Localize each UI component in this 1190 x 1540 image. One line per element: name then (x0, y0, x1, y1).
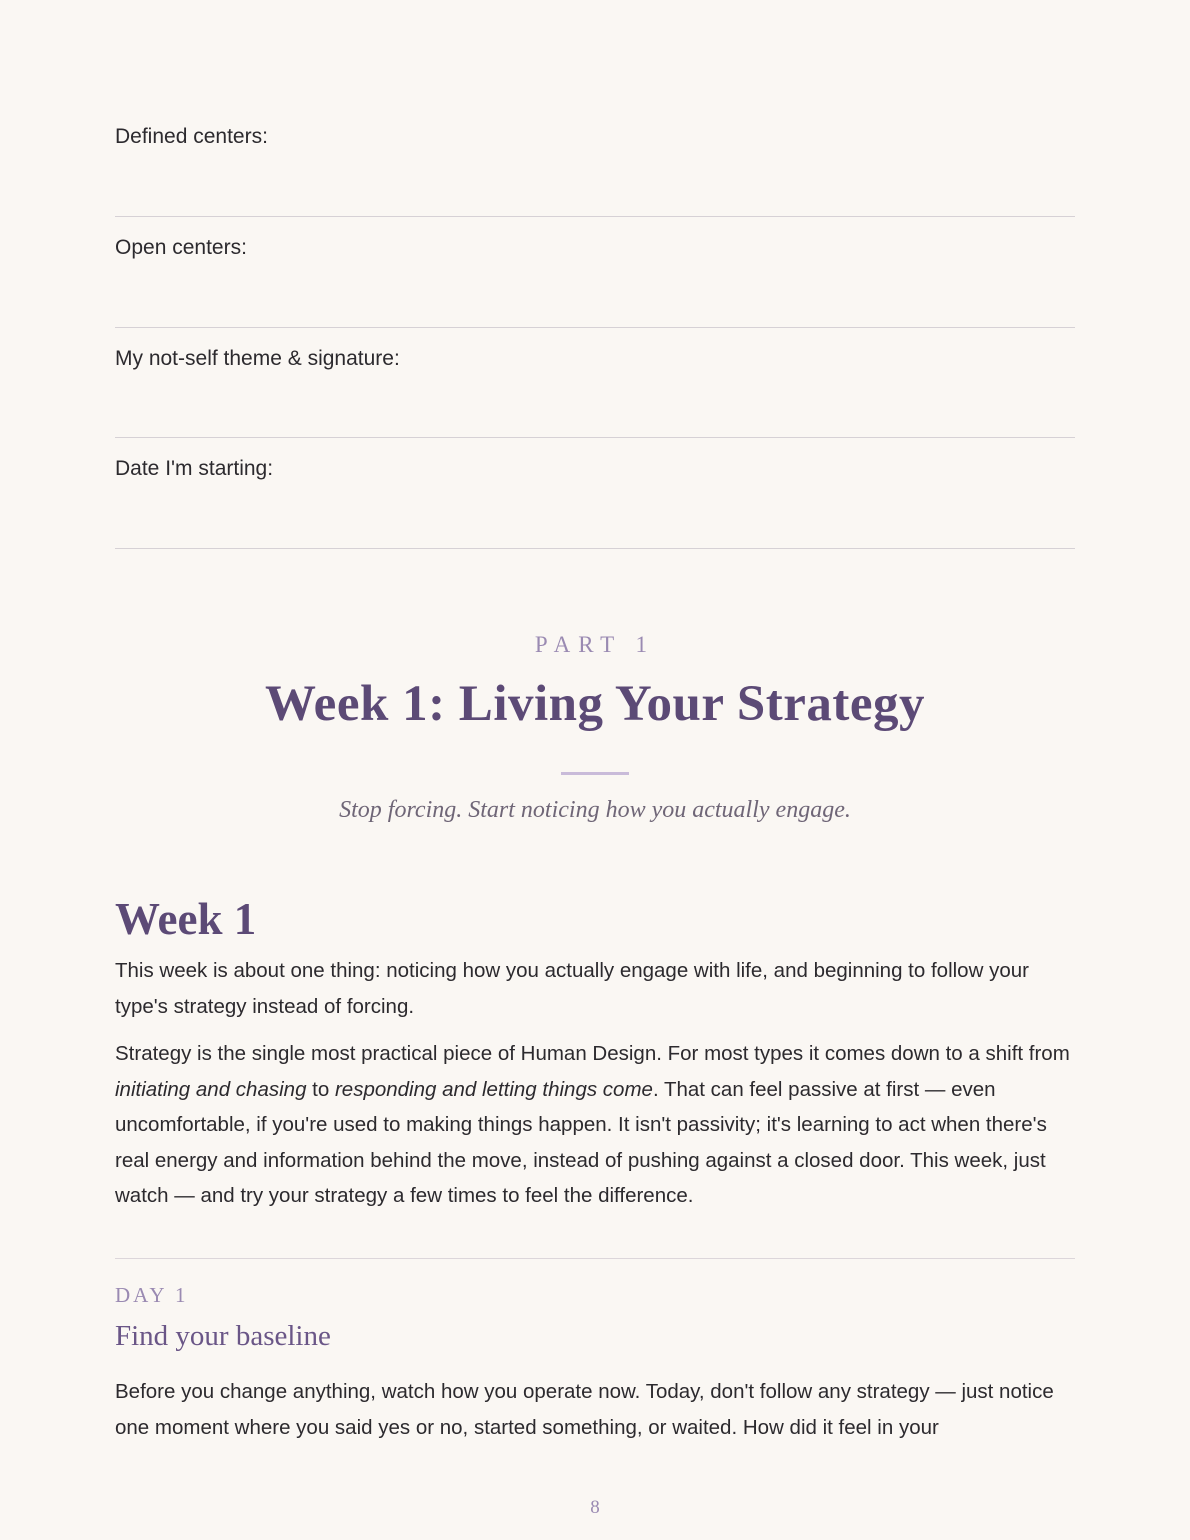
body-text: . That can feel passive at first — even uncomfortable, if you're used to making things happen. It isn't passivity; it's learning to act when there's real energy and information behind the move, instead of pushing against a closed door. This week, just watch — and try your strategy a few times to feel the difference. (115, 1077, 1047, 1207)
body-text: Strategy is the single most practical piece of Human Design. For most types it comes down to a shift from (115, 1042, 1070, 1065)
part-title: Week 1: Living Your Strategy (265, 676, 925, 732)
field-underline (115, 216, 1075, 217)
week-intro-paragraph: This week is about one thing: noticing how you actually engage with life, and beginning to follow your type's strategy instead of forcing. (115, 959, 1029, 1018)
day-prompt-paragraph: Before you change anything, watch how you operate now. Today, don't follow any strategy — just notice one moment where you said yes or no, started something, or waited. How did it feel in your (115, 1380, 1054, 1439)
body-emphasis: initiating and chasing (115, 1077, 307, 1101)
page-number: 8 (590, 1497, 600, 1518)
day-label: DAY 1 (115, 1283, 189, 1307)
field-label: Defined centers: (115, 125, 268, 148)
day-title: Find your baseline (115, 1320, 331, 1352)
week-heading: Week 1 (115, 894, 257, 944)
body-text: to (306, 1077, 335, 1101)
part-label: PART 1 (534, 632, 656, 657)
week-body-paragraph (115, 1036, 1075, 1214)
body-emphasis: responding and letting things come (334, 1077, 653, 1101)
decorative-divider (561, 772, 629, 775)
section-divider (115, 1258, 1075, 1259)
field-underline (115, 327, 1075, 328)
field-underline (115, 548, 1075, 549)
field-underline (115, 437, 1075, 438)
field-label: Date I'm starting: (115, 457, 274, 480)
field-label: My not-self theme & signature: (115, 347, 400, 370)
field-label: Open centers: (115, 236, 247, 259)
part-subtitle: Stop forcing. Start noticing how you actually engage. (339, 797, 851, 823)
